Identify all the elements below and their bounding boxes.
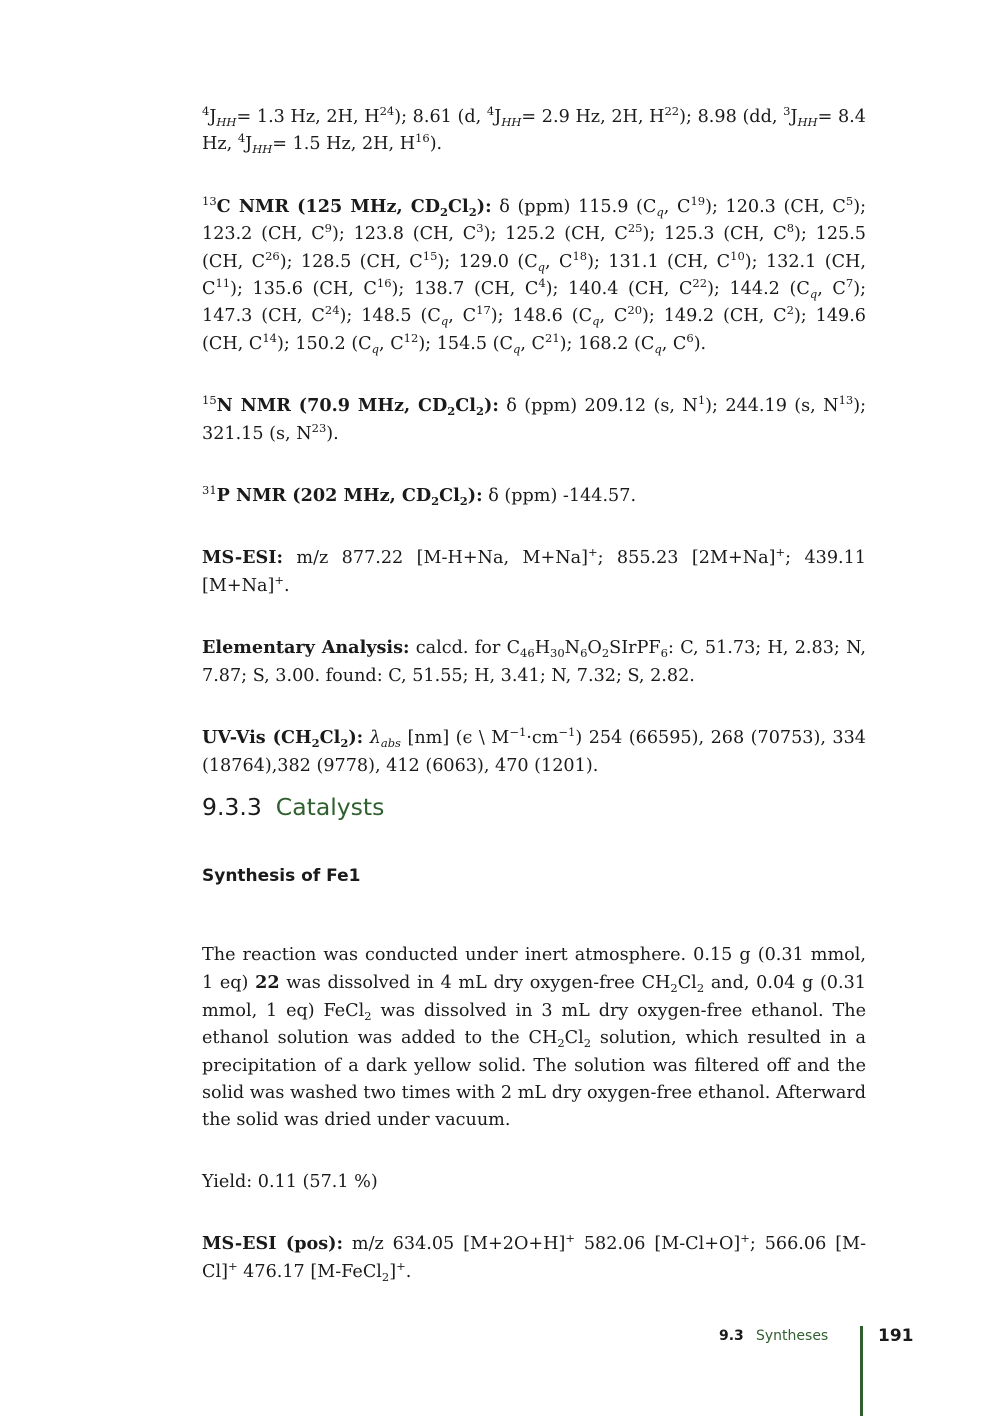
cnmr-subscript: q xyxy=(592,314,600,329)
cnmr-text: ); 168.2 (C xyxy=(559,333,655,354)
yield-paragraph: Yield: 0.11 (57.1 %) xyxy=(202,1171,378,1192)
ms-esi-pos-paragraph: MS-ESI (pos): m/z 634.05 [M+2O+H]+ 582.06 [M-Cl+O]+; 566.06 [M-Cl]+ 476.17 [M-FeCl$_2$]+. xyxy=(202,1231,867,1284)
cnmr-text: ); 138.7 (CH, C xyxy=(391,279,539,300)
cnmr-text: ); 132.1 (CH, C xyxy=(202,251,866,300)
cnmr-superscript: 3 xyxy=(476,221,484,236)
cnmr-superscript: 21 xyxy=(545,330,560,345)
cnmr-text: ); 149.2 (CH, C xyxy=(642,306,787,327)
cnmr-superscript: 4 xyxy=(538,276,546,291)
cnmr-subscript: q xyxy=(809,287,818,302)
cnmr-superscript: 17 xyxy=(476,303,491,318)
cnmr-superscript: 7 xyxy=(845,276,854,291)
footer-section-number: 9.3 xyxy=(719,1328,744,1344)
cnmr-text: δ (ppm) 115.9 (C xyxy=(499,196,657,217)
cnmr-text: ); 149.6 (CH, C xyxy=(202,306,866,354)
cnmr-text: ); 120.3 (CH, C xyxy=(705,196,846,217)
cnmr-text: ); 140.4 (CH, C xyxy=(545,279,693,300)
cnmr-text: , C xyxy=(817,279,846,300)
cnmr-text: ); 154.5 (C xyxy=(418,333,513,354)
synthesis-paragraph: The reaction was conducted under inert atmosphere. 0.15 g (0.31 mmol, 1 eq) 22 was dissolved in 4 mL dry oxygen-free $CH_2Cl_2$ and, 0.04 g (0.31 mmol, 1 eq) FeCl$_2$ was dissolved in 3 mL dry oxygen-free ethanol. The ethanol solution was added to the $CH_2Cl_2$ solution, which resulted in a precipitation of a dark yellow solid. The solution was filtered off and the solid was washed two times with 2 mL dry oxygen-free ethanol. Afterward the solid was dried under vacuum. xyxy=(202,945,867,1131)
cnmr-text: ); 135.6 (CH, C xyxy=(230,279,377,300)
cnmr-text: , C xyxy=(520,333,546,354)
cnmr-superscript: 24 xyxy=(324,303,340,318)
cnmr-subscript: q xyxy=(537,259,546,274)
cnmr-superscript: 26 xyxy=(265,248,280,263)
cnmr-text: ); 125.5 (CH, C xyxy=(202,224,866,272)
cnmr-text: ); 125.2 (CH, C xyxy=(483,224,628,245)
footer-rule xyxy=(860,1326,863,1416)
nnmr-paragraph: $^{15}$N NMR (70.9 MHz, $CD_2Cl_2$): δ (ppm) 209.12 (s, $N^1$); 244.19 (s, $N^{13}$); 321.15 (s, $N^{23}$). xyxy=(202,393,867,444)
page-body xyxy=(202,104,866,780)
cnmr-text: , C xyxy=(599,306,628,327)
cnmr-superscript: 9 xyxy=(324,221,332,236)
cnmr-text: ); 123.8 (CH, C xyxy=(332,224,477,245)
cnmr-text: ); 147.3 (CH, C xyxy=(202,279,866,327)
cnmr-superscript: 18 xyxy=(572,248,588,263)
cnmr-paragraph: $^{13}$C NMR (125 MHz, $CD_2Cl_2$): δ (ppm) 115.9 ($C_q$, $C^{19}$); 120.3 (CH, $C^5$); 123.2 (CH, $C^9$); 123.8 (CH, $C^3$); 125.2 (CH, $C^{25}$); 125.3 (CH, $C^8$); 125.5 (CH, $C^{26}$); 128.5 (CH, $C^{15}$); 129.0 ($C_q$, $C^{18}$); 131.1 (CH, $C^{10}$); 132.1 (CH, $C^{11}$); 135.6 (CH, $C^{16}$); 138.7 (CH, $C^4$); 140.4 (CH, $C^{22}$); 144.2 ($C_q$, $C^7$); 147.3 (CH, $C^{24}$); 148.5 ($C_q$, $C^{17}$); 148.6 ($C_q$, $C^{20}$); 149.2 (CH, $C^2$); 149.6 (CH, $C^{14}$); 150.2 ($C_q$, $C^{12}$); 154.5 ($C_q$, $C^{21}$); 168.2 ($C_q$, $C^6$). xyxy=(202,193,866,356)
section-title: Catalysts xyxy=(275,793,385,821)
section-heading xyxy=(202,793,384,821)
page-number: 191 xyxy=(878,1326,914,1346)
cnmr-superscript: 12 xyxy=(403,330,419,345)
cnmr-text: ); 148.5 (C xyxy=(339,306,441,327)
hnmr-continuation: $^4J_{HH}= 1.3$ Hz, 2H, $H^{24}$); 8.61 (d, $^4J_{HH}= 2.9$ Hz, 2H, $H^{22}$); 8.98 (dd, $^3J_{HH}= 8.4$ Hz, $^4J_{HH}= 1.5$ Hz, 2H, $H^{16}$). xyxy=(202,104,866,157)
cnmr-text: ); 123.2 (CH, C xyxy=(202,196,866,245)
cnmr-superscript: 16 xyxy=(376,276,392,291)
cnmr-text: ); 125.3 (CH, C xyxy=(642,224,787,245)
cnmr-superscript: 20 xyxy=(627,303,643,318)
cnmr-superscript: 2 xyxy=(786,303,794,318)
elementary-analysis-paragraph: Elementary Analysis: calcd. for $C_{46}H_{30}N_6O_2SIrPF_6$: C, 51.73; H, 2.83; N, 7.87; S, 3.00. found: C, 51.55; H, 3.41; N, 7.32; S, 2.82. xyxy=(202,637,867,686)
cnmr-subscript: q xyxy=(440,314,449,329)
cnmr-data xyxy=(202,193,866,356)
cnmr-superscript: 5 xyxy=(845,193,854,208)
cnmr-superscript: 8 xyxy=(786,221,795,236)
ms-esi-paragraph: MS-ESI: m/z 877.22 [M-H+Na, M+Na]+; 855.23 [2M+Na]+; 439.11 [M+Na]+. xyxy=(202,545,867,596)
cnmr-superscript: 6 xyxy=(686,330,694,345)
cnmr-text: ); 144.2 (C xyxy=(707,279,810,300)
section-number: 9.3.3 xyxy=(202,793,262,821)
cnmr-text: , C xyxy=(379,333,404,354)
cnmr-text: , C xyxy=(448,306,477,327)
page-body-lower xyxy=(202,942,866,1286)
uv-vis-paragraph: UV-Vis $(CH_2Cl_2)$: $\lambda_{abs}$ [nm] (ϵ \ $M^{-1}\cdot cm^{-1}$) 254 (66595), 268 (70753), 334 (18764),382 (9778), 412 (6063), 470 (1201). xyxy=(202,725,866,776)
cnmr-text: ); 148.6 (C xyxy=(490,306,593,327)
footer-section-name: Syntheses xyxy=(756,1328,829,1344)
cnmr-subscript: q xyxy=(654,341,662,356)
cnmr-text: ). xyxy=(693,333,707,354)
cnmr-text: , C xyxy=(661,333,687,354)
cnmr-text: ); 128.5 (CH, C xyxy=(279,251,423,272)
cnmr-text: , C xyxy=(663,196,691,217)
cnmr-subscript: q xyxy=(371,341,380,356)
cnmr-subscript: q xyxy=(512,341,521,356)
cnmr-text: , C xyxy=(545,251,573,272)
cnmr-superscript: 11 xyxy=(215,276,231,291)
cnmr-text: ); 150.2 (C xyxy=(276,333,372,354)
cnmr-superscript: 19 xyxy=(690,193,706,208)
cnmr-superscript: 22 xyxy=(692,276,708,291)
cnmr-superscript: 10 xyxy=(730,248,745,263)
cnmr-superscript: 14 xyxy=(262,330,277,345)
cnmr-superscript: 25 xyxy=(627,221,643,236)
cnmr-text: ); 131.1 (CH, C xyxy=(587,251,731,272)
cnmr-text: ); 129.0 (C xyxy=(437,251,538,272)
cnmr-superscript: 15 xyxy=(422,248,438,263)
subsection-heading: Synthesis of Fe1 xyxy=(202,866,361,886)
pnmr-paragraph: $^{31}$P NMR (202 MHz, $CD_2Cl_2$): δ (ppm) -144.57. xyxy=(202,483,637,509)
cnmr-subscript: q xyxy=(656,204,664,219)
